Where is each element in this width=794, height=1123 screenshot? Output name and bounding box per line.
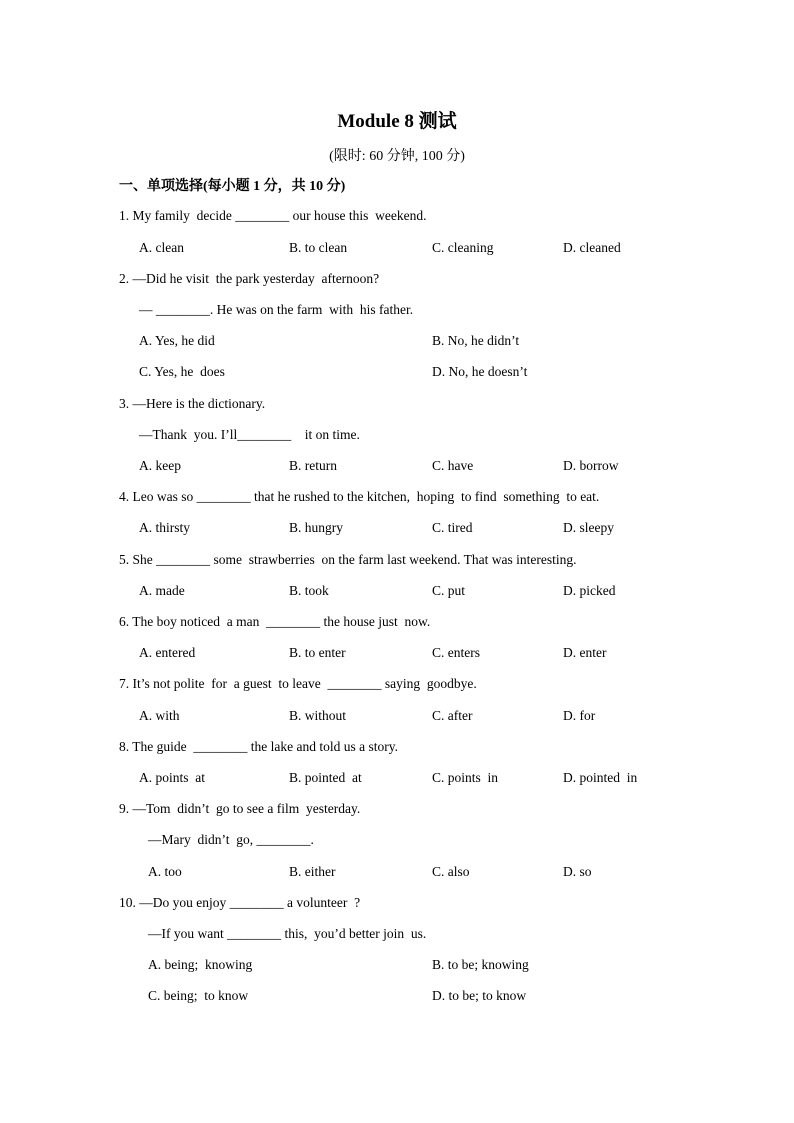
question-7-stem: 7. It’s not polite for a guest to leave ________ saying goodbye. <box>119 676 477 691</box>
page-title: Module 8 测试 <box>337 111 457 132</box>
question-5-option-b: B. took <box>289 583 329 598</box>
question-6-option-b: B. to enter <box>289 645 346 660</box>
question-5-option-d: D. picked <box>563 583 616 598</box>
question-10-option-b: B. to be; knowing <box>432 957 529 972</box>
question-4-option-d: D. sleepy <box>563 520 614 535</box>
question-5-option-c: C. put <box>432 583 466 598</box>
question-2-option-c: C. Yes, he does <box>139 364 225 379</box>
question-4-stem: 4. Leo was so ________ that he rushed to the kitchen, hoping to find something to eat. <box>119 489 600 504</box>
question-3-stem: 3. —Here is the dictionary. <box>119 396 266 411</box>
question-4-option-a: A. thirsty <box>139 520 191 535</box>
question-4-option-b: B. hungry <box>289 520 343 535</box>
question-1-option-b: B. to clean <box>289 240 348 255</box>
question-10-option-d: D. to be; to know <box>432 988 527 1003</box>
question-2-option-d: D. No, he doesn’t <box>432 364 528 379</box>
question-8-option-d: D. pointed in <box>563 770 638 785</box>
question-3-option-d: D. borrow <box>563 458 619 473</box>
section-heading: 一、单项选择(每小题 1 分，共 10 分) <box>119 179 346 194</box>
question-5-stem: 5. She ________ some strawberries on the farm last weekend. That was interesting. <box>119 552 577 567</box>
question-8-option-c: C. points in <box>432 770 499 785</box>
question-3-option-b: B. return <box>289 458 337 473</box>
question-1-option-c: C. cleaning <box>432 240 494 255</box>
question-6-option-d: D. enter <box>563 645 607 660</box>
question-5-option-a: A. made <box>139 583 185 598</box>
question-6-option-a: A. entered <box>139 645 196 660</box>
question-8-stem: 8. The guide ________ the lake and told us a story. <box>119 739 398 754</box>
question-10-option-a: A. being; knowing <box>148 957 253 972</box>
question-4-option-c: C. tired <box>432 520 473 535</box>
question-10-option-c: C. being; to know <box>148 988 249 1003</box>
question-6-stem: 6. The boy noticed a man ________ the house just now. <box>119 614 431 629</box>
question-3-option-c: C. have <box>432 458 474 473</box>
question-7-option-a: A. with <box>139 708 180 723</box>
time-limit-subtitle: (限时: 60 分钟, 100 分) <box>329 149 465 164</box>
question-1-option-d: D. cleaned <box>563 240 621 255</box>
question-8-option-b: B. pointed at <box>289 770 362 785</box>
question-2-option-b: B. No, he didn’t <box>432 333 520 348</box>
question-9-reply: —Mary didn’t go, ________. <box>148 832 314 847</box>
question-9-stem: 9. —Tom didn’t go to see a film yesterday. <box>119 801 361 816</box>
question-3-reply: —Thank you. I’ll________ it on time. <box>139 427 360 442</box>
question-10-stem: 10. —Do you enjoy ________ a volunteer ? <box>119 895 361 910</box>
question-7-option-c: C. after <box>432 708 473 723</box>
question-6-option-c: C. enters <box>432 645 480 660</box>
question-2-stem: 2. —Did he visit the park yesterday afternoon? <box>119 271 380 286</box>
question-9-option-d: D. so <box>563 864 592 879</box>
question-10-reply: —If you want ________ this, you’d better join us. <box>148 926 427 941</box>
question-7-option-d: D. for <box>563 708 596 723</box>
question-7-option-b: B. without <box>289 708 347 723</box>
question-9-option-b: B. either <box>289 864 336 879</box>
question-9-option-c: C. also <box>432 864 470 879</box>
question-2-option-a: A. Yes, he did <box>139 333 215 348</box>
question-9-option-a: A. too <box>148 864 182 879</box>
question-3-option-a: A. keep <box>139 458 181 473</box>
question-2-reply: — ________. He was on the farm with his father. <box>139 302 414 317</box>
question-1-option-a: A. clean <box>139 240 184 255</box>
question-8-option-a: A. points at <box>139 770 205 785</box>
question-1-stem: 1. My family decide ________ our house this weekend. <box>119 208 427 223</box>
